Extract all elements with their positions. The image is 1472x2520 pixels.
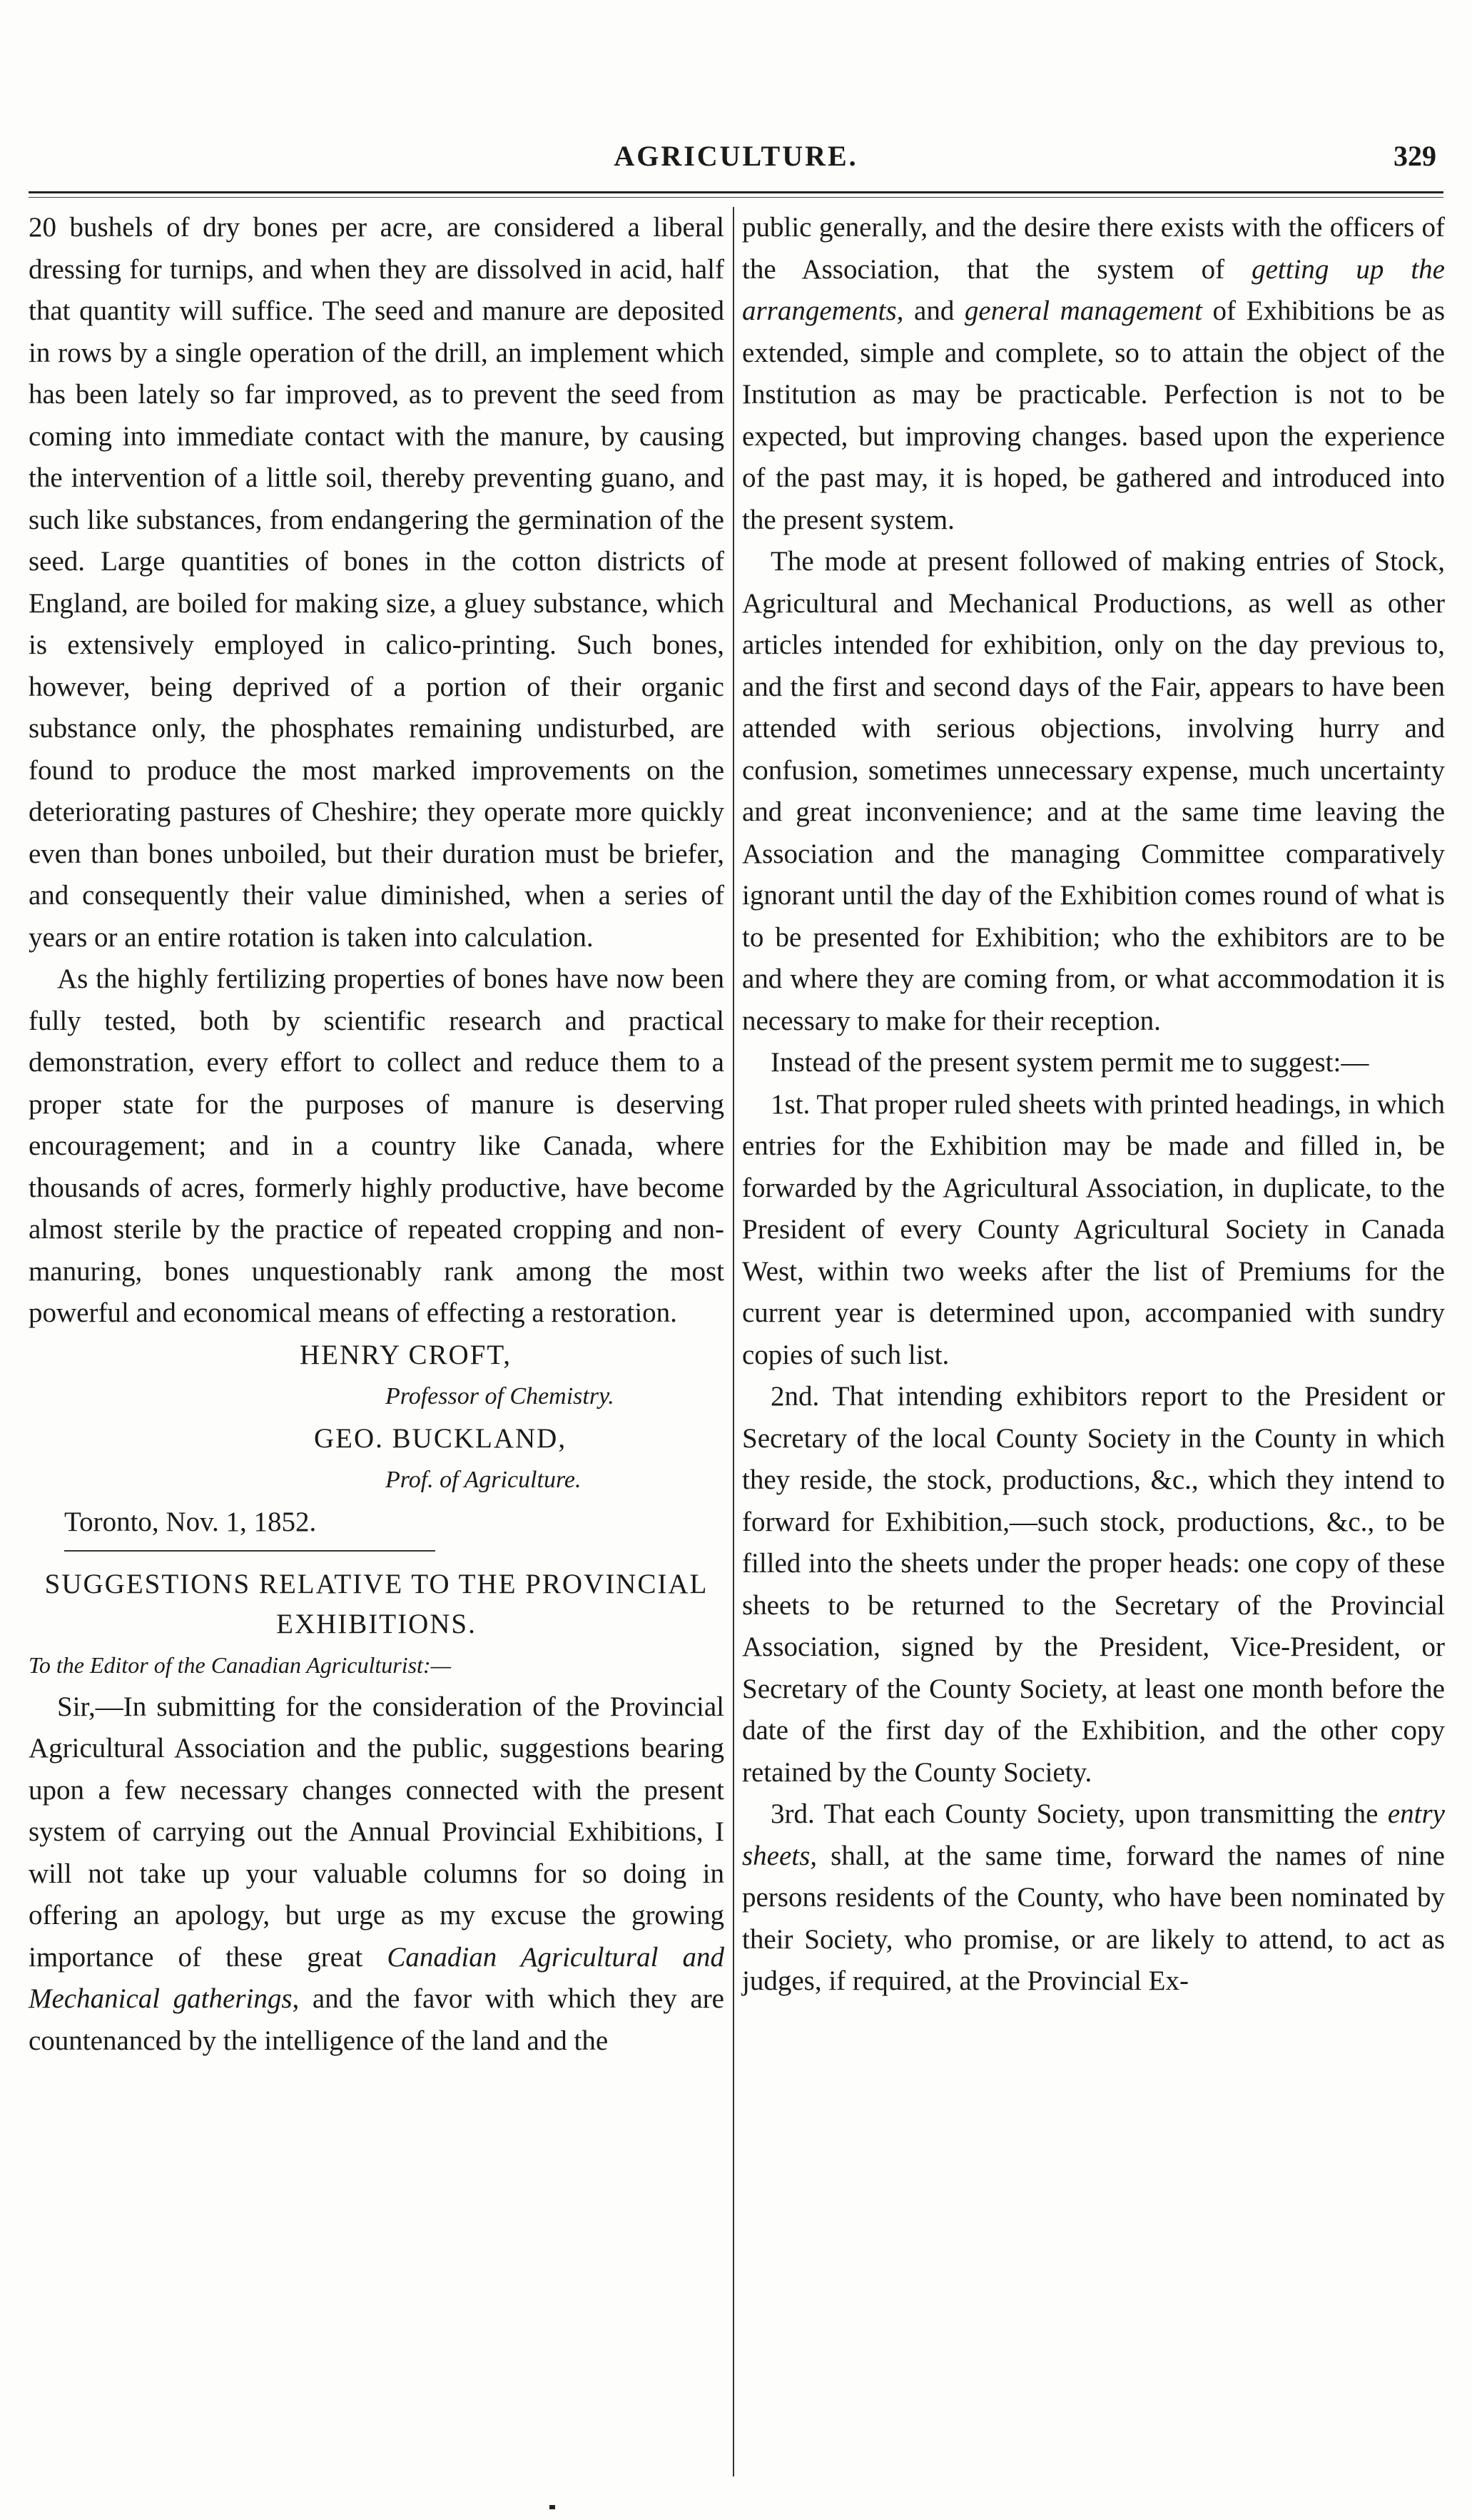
body-paragraph: 2nd. That intending exhibitors report to the President or Secretary of the local County Society in the County in which they reside, the stock, productions, &c., which they intend to forward for Exhibition,—such stock, productions, &c., to be filled into the sheets under the proper heads: one copy of these sheets to be returned to the Secretary of the Provincial Association, signed by the President, Vice-President, or Secretary of the County Society, at least one month before the date of the first day of the Exhibition, and the other copy retained by the County Society. — [742, 1381, 1445, 1788]
paragraph-text: 3rd. That each County Society, upon transmitting the — [771, 1798, 1388, 1829]
emphasis-text: general management — [964, 295, 1202, 326]
body-paragraph: 1st. That proper ruled sheets with printed headings, in which entries for the Exhibition may be made and filled in, be forwarded by the Agricultural Association, in duplicate, to the President of every County Agricultural Society in Canada West, within two weeks after the list of Premiums for the current year is determined upon, accompanied with sundry copies of such list. — [742, 1088, 1445, 1370]
signature-name: HENRY CROFT, — [300, 1339, 512, 1370]
body-paragraph — [29, 1686, 724, 2063]
signature-title: Professor of Chemistry. — [385, 1383, 614, 1410]
body-paragraph — [742, 207, 1445, 541]
paragraph-text: of Exhibitions be as extended, simple and complete, so to attain the object of the Institution as may be practicable. Perfection is not to be expected, but improving changes. based upon the experience of the past may, it is hoped, be gathered and introduced into the present system. — [742, 295, 1445, 535]
salutation: To the Editor of the Canadian Agriculturist:— — [29, 1652, 452, 1678]
paragraph-text: public generally, and the desire there exists with the officers of the Association, that the system of — [742, 212, 1445, 285]
header-rule-thin — [29, 197, 1443, 198]
article-title: SUGGESTIONS RELATIVE TO THE PROVINCIAL EXHIBITIONS. — [44, 1569, 709, 1639]
paragraph-text: , and the favor with which they are countenanced by the intelligence of the land and the — [29, 1983, 724, 2056]
paragraph-text: and — [903, 295, 965, 326]
body-paragraph — [742, 1793, 1445, 2003]
emphasis-text: getting up the arrangements, — [742, 253, 1445, 326]
dateline: Toronto, Nov. 1, 1852. — [64, 1506, 317, 1537]
column-divider — [733, 207, 734, 2476]
body-paragraph: The mode at present followed of making entries of Stock, Agricultural and Mechanical Productions, as well as other articles intended for exhibition, only on the day previous to, and the first and second days of the Fair, appears to have been attended with serious objections, involving hurry and confusion, sometimes unnecessary expense, much uncertainty and great inconvenience; and at the same time leaving the Association and the managing Committee comparatively ignorant until the day of the Exhibition comes round of what is to be presented for Exhibition; who the exhibitors are to be and where they are coming from, or what accommodation it is necessary to make for their reception. — [742, 546, 1445, 1036]
section-heading: AGRICULTURE. — [614, 140, 858, 172]
signature-name: GEO. BUCKLAND, — [314, 1422, 567, 1454]
body-paragraph: As the highly fertilizing properties of bones have now been fully tested, both by scientific research and practical demonstration, every effort to collect and reduce them to a proper state for the purposes of manure is deserving encouragement; and in a country like Canada, where thousands of acres, formerly highly productive, have become almost sterile by the practice of repeated cropping and non-manuring, bones unquestionably rank among the most powerful and economical means of effecting a restoration. — [29, 963, 724, 1328]
print-mark — [549, 2505, 555, 2509]
right-column — [742, 207, 1445, 2003]
signature-title: Prof. of Agriculture. — [385, 1467, 582, 1493]
paragraph-text: Sir,—In submitting for the consideration of the Provincial Agricultural Association and the public, suggestions bearing upon a few necessary changes connected with the present system of carrying out the Annual Provincial Exhibitions, I will not take up your valuable columns for so doing in offering an apology, but urge as my excuse the growing importance of these great — [29, 1691, 724, 1973]
running-header — [29, 139, 1443, 189]
emphasis-text: entry sheets, — [742, 1798, 1445, 1871]
header-rule — [29, 191, 1443, 193]
section-divider — [64, 1550, 435, 1552]
body-paragraph: Instead of the present system permit me to suggest:— — [771, 1047, 1369, 1078]
page-number: 329 — [1394, 140, 1436, 172]
left-column — [29, 207, 724, 2062]
emphasis-text: Canadian Agricultural and Mechanical gatherings — [29, 1941, 724, 2014]
body-paragraph: 20 bushels of dry bones per acre, are considered a liberal dressing for turnips, and when they are dissolved in acid, half that quantity will suffice. The seed and manure are deposited in rows by a single operation of the drill, an implement which has been lately so far improved, as to prevent the seed from coming into immediate contact with the manure, by causing the intervention of a little soil, thereby preventing guano, and such like substances, from endangering the germination of the seed. Large quantities of bones in the cotton districts of England, are boiled for making size, a gluey substance, which is extensively employed in calico-printing. Such bones, however, being deprived of a portion of their organic substance only, the phosphates remaining undisturbed, are found to produce the most marked improvements on the deteriorating pastures of Cheshire; they operate more quickly even than bones unboiled, but their duration must be briefer, and consequently their value diminished, when a series of years or an entire rotation is taken into calculation. — [29, 212, 724, 953]
paragraph-text: shall, at the same time, forward the names of nine persons residents of the County, who have been nominated by their Society, who promise, or are likely to attend, to act as judges, if required, at the Provincial Ex- — [742, 1840, 1445, 1996]
